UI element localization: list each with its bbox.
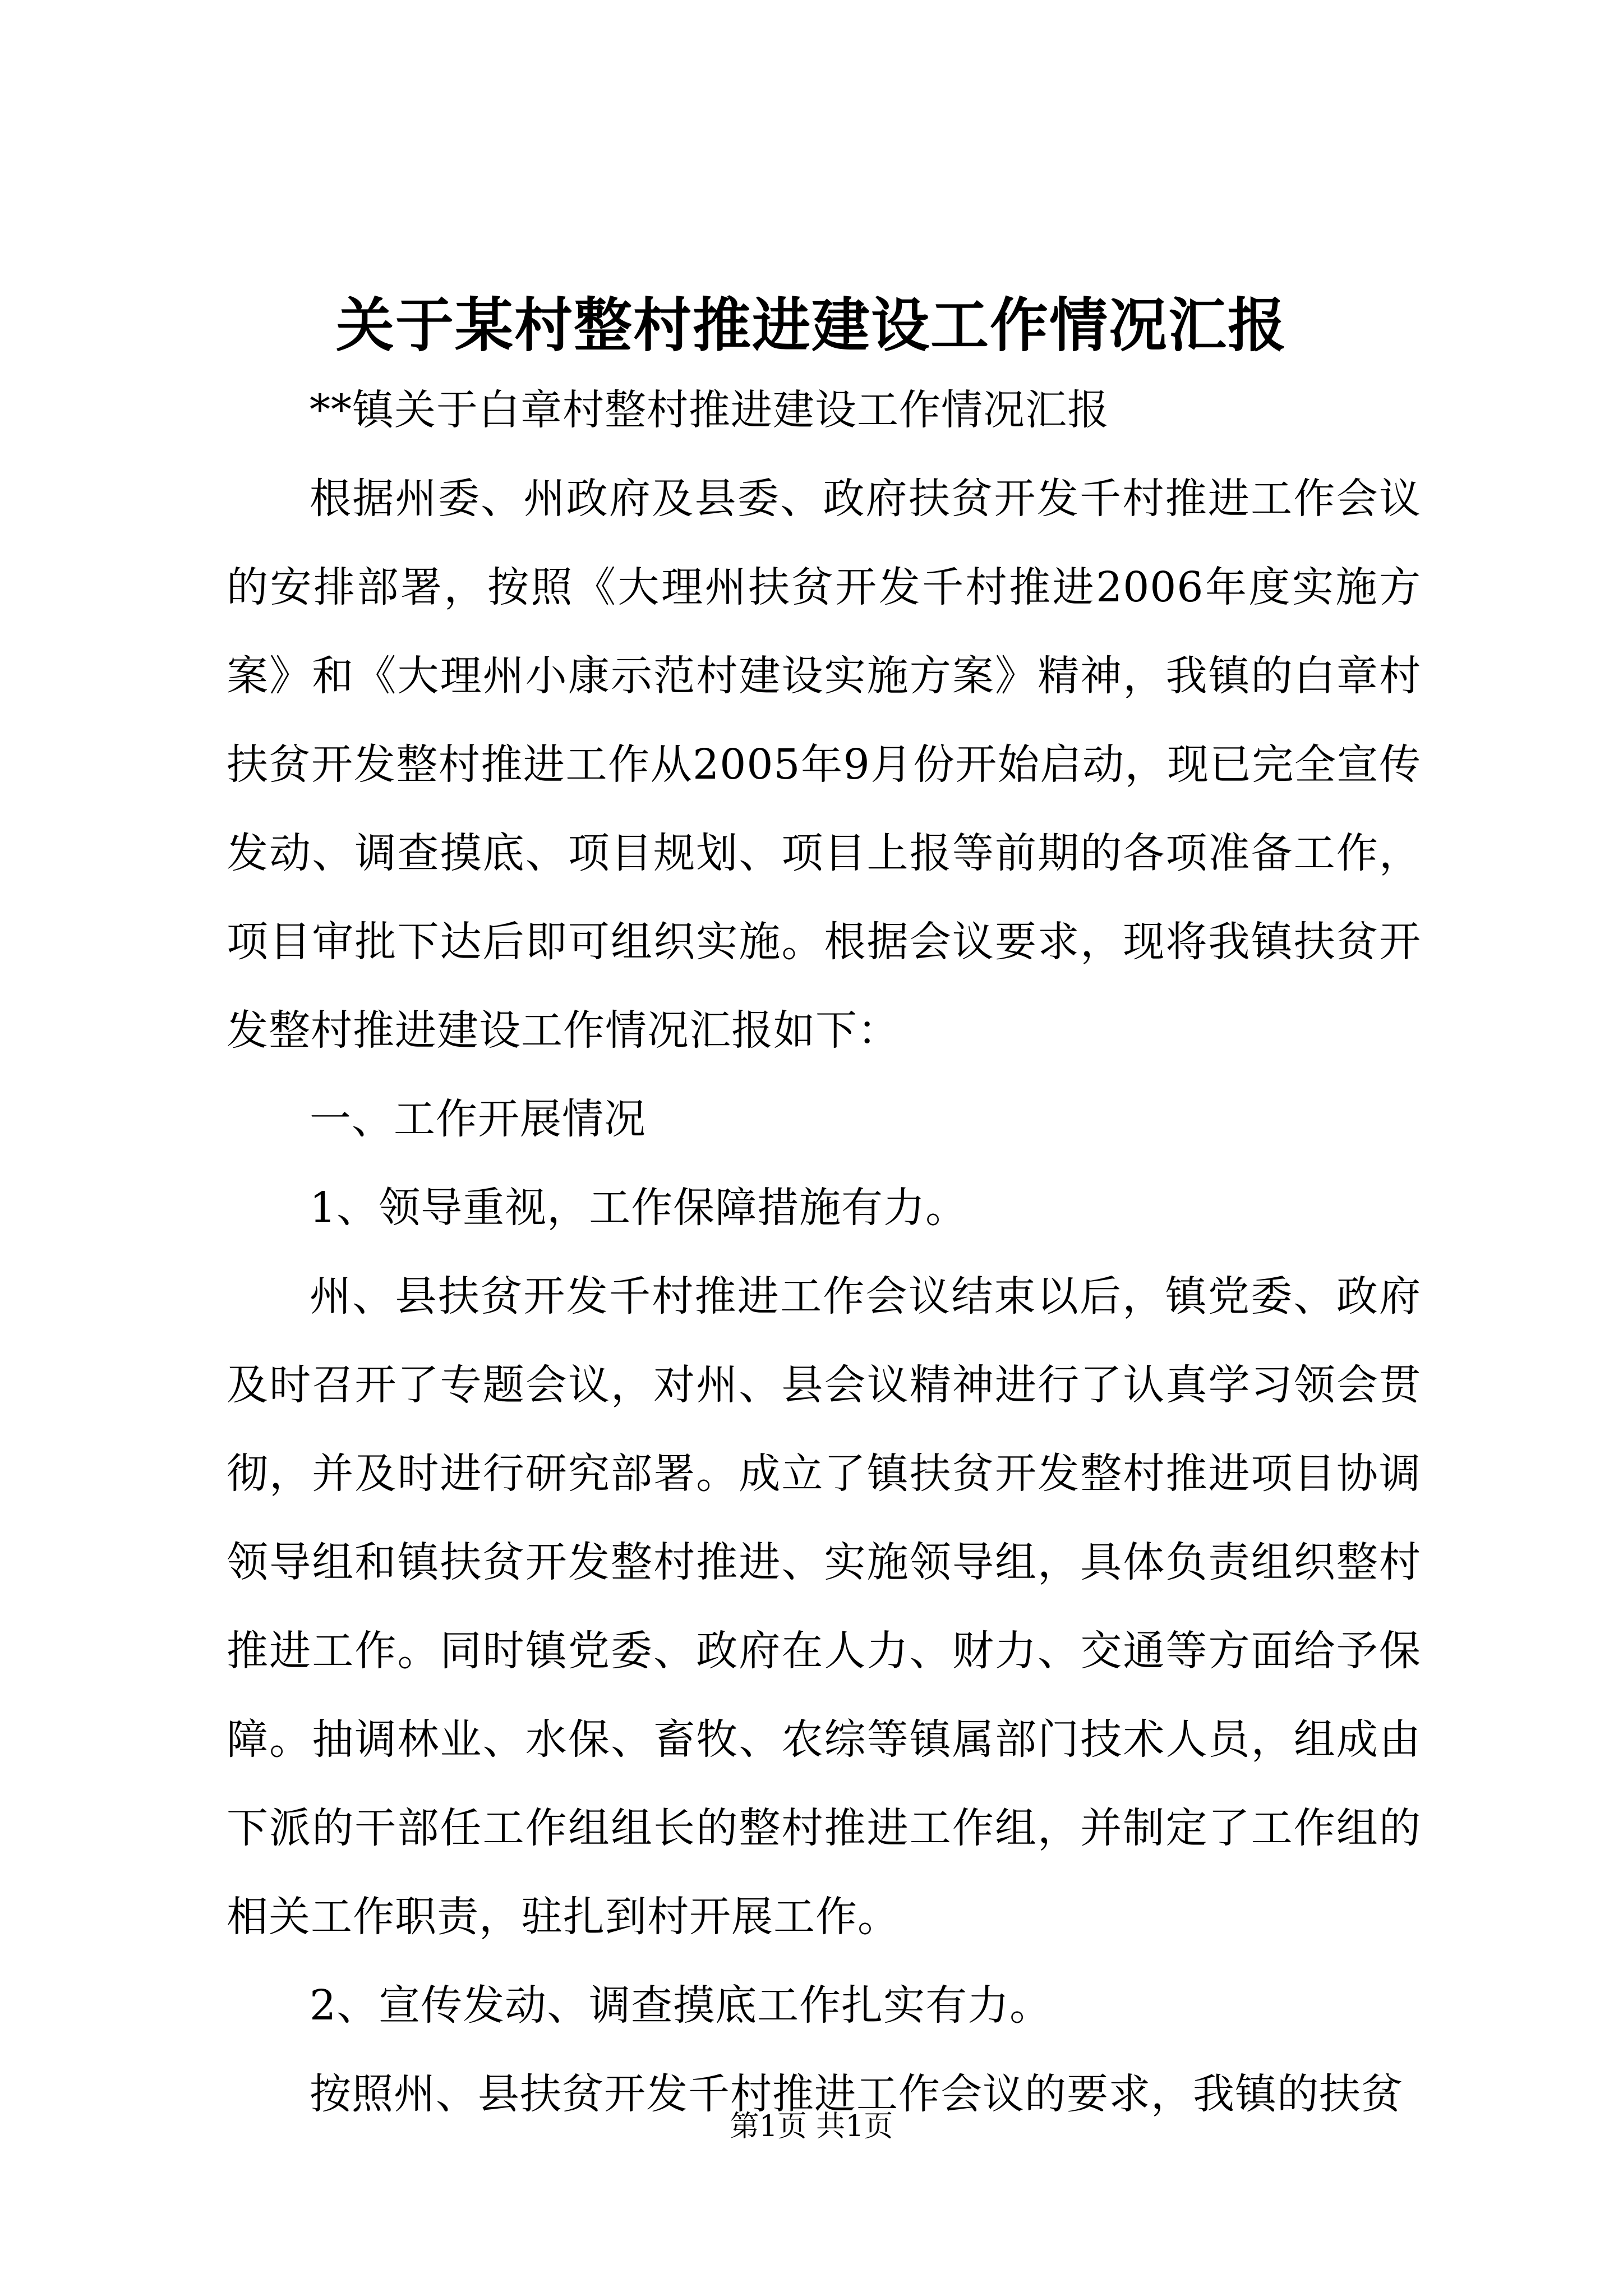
subsection-heading: 1、领导重视，工作保障措施有力。	[310, 1184, 968, 1232]
document-title: 关于某村整村推进建设工作情况汇报	[335, 291, 1287, 360]
subtitle-paragraph: **镇关于白章村整村推进建设工作情况汇报	[310, 386, 1109, 434]
section-heading: 一、工作开展情况	[310, 1095, 646, 1143]
body-paragraph: 州、县扶贫开发千村推进工作会议结束以后，镇党委、政府及时召开了专题会议，对州、县会议精神进行了认真学习领会贯彻，并及时进行研究部署。成立了镇扶贫开发整村推进项目协调领导组和镇扶贫开发整村推进、实施领导组，具体负责组织整村推进工作。同时镇党委、政府在人力、财力、交通等方面给予保障。抽调林业、水保、畜牧、农综等镇属部门技术人员，组成由下派的干部任工作组组长的整村推进工作组，并制定了工作组的相关工作职责，驻扎到村开展工作。	[227, 1272, 1421, 1941]
intro-paragraph: 根据州委、州政府及县委、政府扶贫开发千村推进工作会议的安排部署，按照《大理州扶贫开发千村推进2006年度实施方案》和《大理州小康示范村建设实施方案》精神，我镇的白章村扶贫开发整村推进工作从2005年9月份开始启动，现已完全宣传发动、调查摸底、项目规划、项目上报等前期的各项准备工作，项目审批下达后即可组织实施。根据会议要求，现将我镇扶贫开发整村推进建设工作情况汇报如下：	[227, 475, 1421, 1055]
subsection-heading: 2、宣传发动、调查摸底工作扎实有力。	[310, 1981, 1052, 2030]
page-footer: 第1页 共1页	[730, 2110, 893, 2143]
body-paragraph: 按照州、县扶贫开发千村推进工作会议的要求，我镇的扶贫	[310, 2070, 1403, 2118]
document-body	[227, 366, 1421, 2138]
